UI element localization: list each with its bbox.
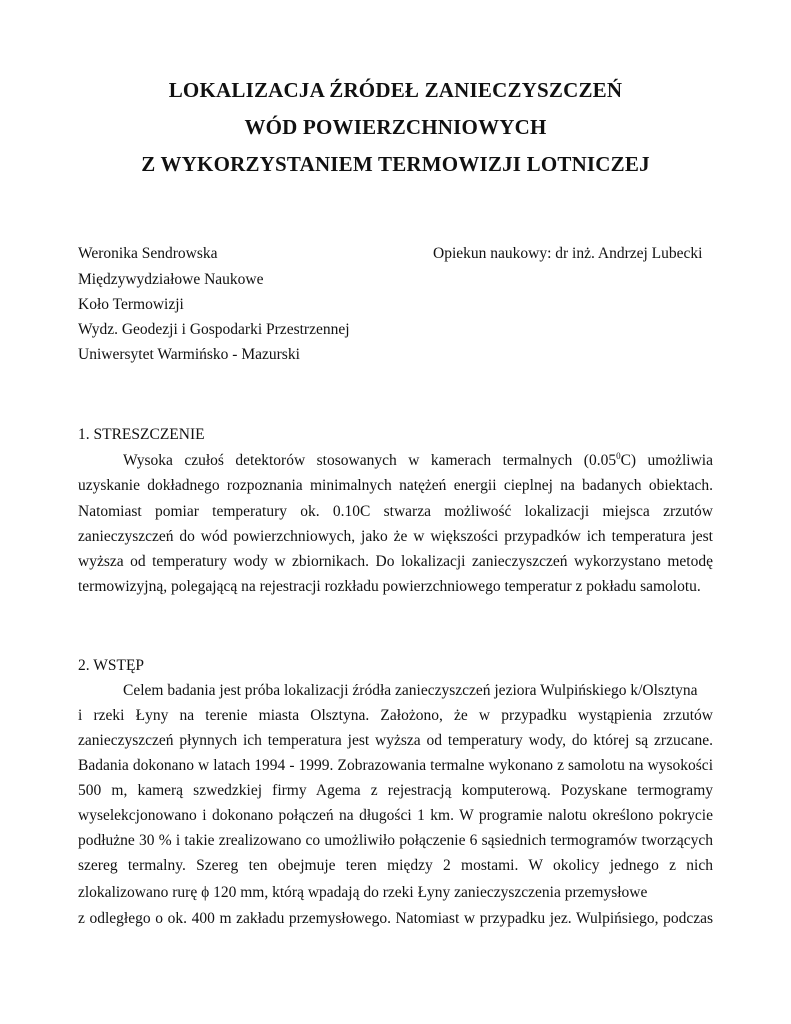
paragraph-line: [123, 452, 713, 470]
section-heading-introduction: 2. WSTĘP: [78, 657, 145, 674]
paragraph-line: szereg termalny. Szereg ten obejmuje teren między 2 mostami. W okolicy jednego z nich: [78, 857, 713, 874]
paragraph-line: zanieczyszczeń płynnych ich temperatura jest wyższa od temperatury wody, do której są zrzucane.: [78, 732, 713, 749]
paragraph-line: zlokalizowano rurę ϕ 120 mm, którą wpadają do rzeki Łyny zanieczyszczenia przemysłowe: [78, 884, 648, 901]
paragraph-line: termowizyjną, polegającą na rejestracji rozkładu powierzchniowego temperatur z pokładu samolotu.: [78, 578, 701, 595]
text-span: C) umożliwia: [620, 452, 713, 469]
paragraph-line: Badania dokonano w latach 1994 - 1999. Zobrazowania termalne wykonano z samolotu na wysokości: [78, 757, 713, 774]
paragraph-line: Natomiast pomiar temperatury ok. 0.10C stwarza możliwość lokalizacji miejsca zrzutów: [78, 503, 713, 520]
title-line-1: LOKALIZACJA ŹRÓDEŁ ZANIECZYSZCZEŃ: [168, 78, 623, 102]
author-affiliation-2: Koło Termowizji: [78, 296, 184, 313]
paragraph-line: Celem badania jest próba lokalizacji źródła zanieczyszczeń jeziora Wulpińskiego k/Olsztyna: [123, 682, 698, 699]
author-affiliation-4: Uniwersytet Warmińsko - Mazurski: [78, 346, 300, 363]
author-affiliation-1: Międzywydziałowe Naukowe: [78, 271, 264, 288]
paragraph-line: zanieczyszczeń do wód powierzchniowych, jako że w większości przypadków ich temperatura jest: [78, 528, 713, 545]
superscript: 0: [616, 450, 621, 461]
paragraph-line: wyższa od temperatury wody w zbiornikach. Do lokalizacji zanieczyszczeń wykorzystano metodę: [78, 553, 713, 570]
paragraph-line: wyselekcjonowano i dokonano połączeń na długości 1 km. W programie nalotu określono pokrycie: [78, 807, 713, 824]
supervisor: Opiekun naukowy: dr inż. Andrzej Lubecki: [433, 245, 703, 262]
paragraph-line: z odległego o ok. 400 m zakładu przemysłowego. Natomiast w przypadku jez. Wulpińsiego, podczas: [78, 910, 713, 927]
section-heading-abstract: 1. STRESZCZENIE: [78, 426, 205, 443]
paragraph-line: 500 m, kamerą szwedzkiej firmy Agema z rejestracją komputerową. Pozyskane termogramy: [78, 782, 713, 799]
text-span: Wysoka czułoś detektorów stosowanych w kamerach termalnych (0.05: [123, 452, 617, 469]
title-line-3: Z WYKORZYSTANIEM TERMOWIZJI LOTNICZEJ: [141, 152, 650, 176]
paragraph-line: i rzeki Łyny na terenie miasta Olsztyna. Założono, że w przypadku wystąpienia zrzutów: [78, 707, 713, 724]
author-name: Weronika Sendrowska: [78, 245, 218, 262]
paragraph-line: podłużne 30 % i takie zrealizowano co umożliwiło połączenie 6 sąsiednich termogramów tworzących: [78, 832, 713, 849]
paragraph-line: uzyskanie dokładnego rozpoznania minimalnych natężeń energii cieplnej na badanych obiektach.: [78, 477, 713, 494]
author-affiliation-3: Wydz. Geodezji i Gospodarki Przestrzennej: [78, 321, 350, 338]
title-line-2: WÓD POWIERZCHNIOWYCH: [244, 115, 547, 139]
